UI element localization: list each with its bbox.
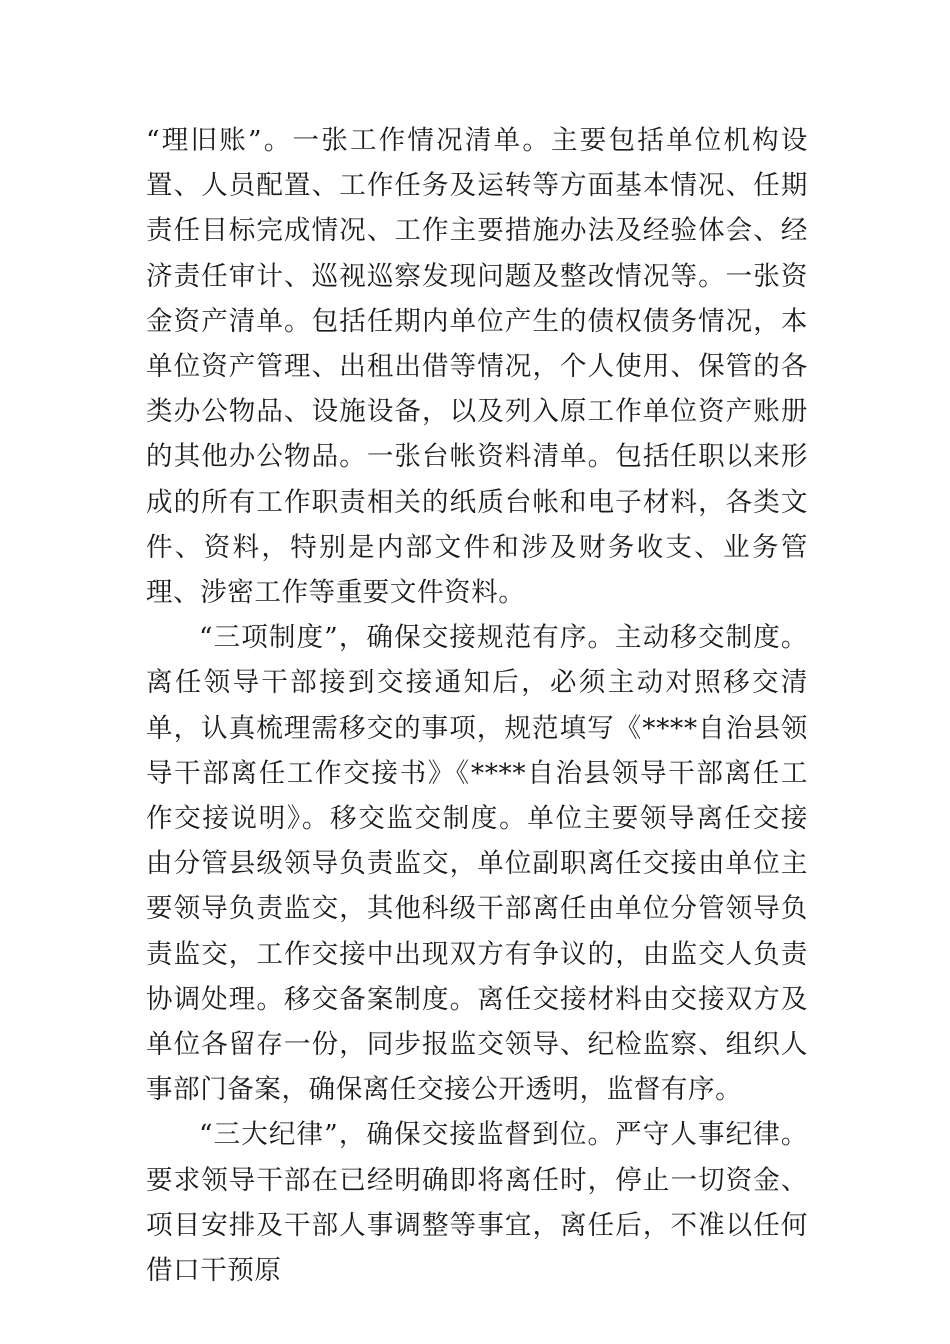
paragraph-three-disciplines: “三大纪律”，确保交接监督到位。严守人事纪律。要求领导干部在已经明确即将离任时，停止一切资金、项目安排及干部人事调整等事宜，离任后，不准以任何借口干预原	[146, 1119, 808, 1287]
paragraph-three-systems: “三项制度”，确保交接规范有序。主动移交制度。离任领导干部接到交接通知后，必须主动对照移交清单，认真梳理需移交的事项，规范填写《****自治县领导干部离任工作交接书》《****自治县领导干部离任工作交接说明》。移交监交制度。单位主要领导离任交接由分管县级领导负责监交，单位副职离任交接由单位主要领导负责监交，其他科级干部离任由单位分管领导负责监交，工作交接中出现双方有争议的，由监交人负责协调处理。移交备案制度。离任交接材料由交接双方及单位各留存一份，同步报监交领导、纪检监察、组织人事部门备案，确保离任交接公开透明，监督有序。	[146, 622, 808, 1106]
paragraph-continuation: “理旧账”。一张工作情况清单。主要包括单位机构设置、人员配置、工作任务及运转等方面基本情况、任期责任目标完成情况、工作主要措施办法及经验体会、经济责任审计、巡视巡察发现问题及整改情况等。一张资金资产清单。包括任期内单位产生的债权债务情况，本单位资产管理、出租出借等情况，个人使用、保管的各类办公物品、设施设备，以及列入原工作单位资产账册的其他办公物品。一张台帐资料清单。包括任职以来形成的所有工作职责相关的纸质台帐和电子材料，各类文件、资料，特别是内部文件和涉及财务收支、业务管理、涉密工作等重要文件资料。	[146, 125, 808, 609]
document-body	[146, 118, 808, 1293]
